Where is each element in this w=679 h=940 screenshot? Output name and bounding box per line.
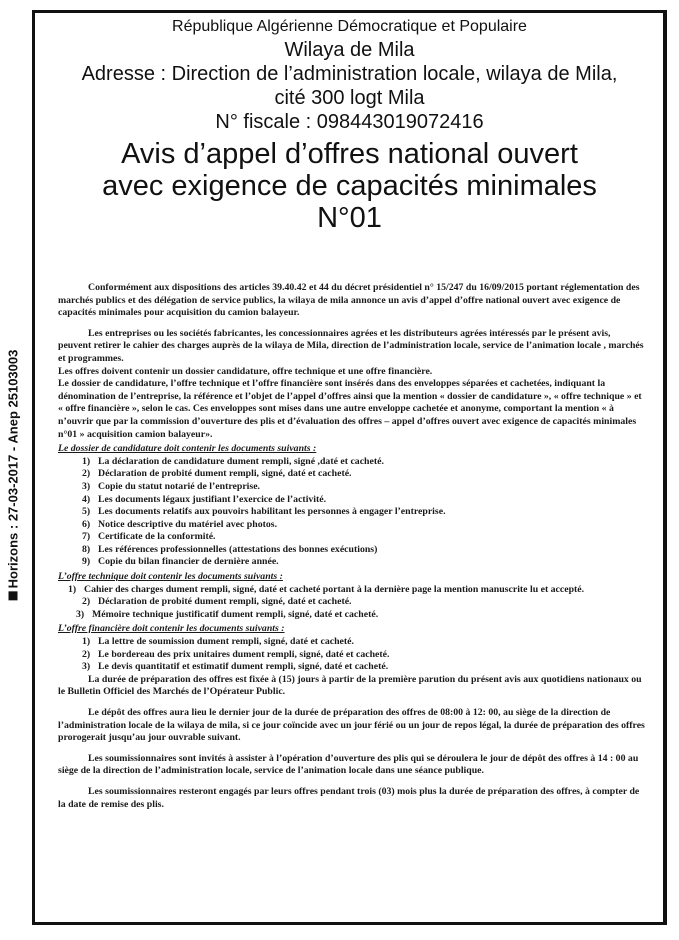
candidature-list	[58, 456, 646, 569]
list-item: 4) Les documents légaux justifiant l’exercice de l’activité.	[82, 493, 327, 505]
list-item: 1) La déclaration de candidature dument rempli, signé ,daté et cacheté.	[82, 455, 384, 467]
closing-paragraph-4: Les soumissionnaires resteront engagés par leurs offres pendant trois (03) mois plus la durée de préparation des offres, à compter de la date de remise des plis.	[58, 785, 640, 810]
notice-title	[36, 138, 663, 234]
list-item: 1) La lettre de soumission dument rempli, signé, daté et cacheté.	[82, 636, 354, 648]
address-line-2: cité 300 logt Mila	[274, 87, 425, 109]
financiere-list	[58, 636, 646, 674]
list-item: 3) Le devis quantitatif et estimatif dument rempli, signé, daté et cacheté.	[82, 661, 389, 673]
list-item: 1) Cahier des charges dument rempli, signé, daté et cacheté portant à la dernière page la mention manuscrite lu et accepté.	[68, 583, 585, 595]
square-bullet-icon	[9, 591, 18, 600]
closing-paragraph-2: Le dépôt des offres aura lieu le dernier jour de la durée de préparation des offres de 08:00 à 12: 00, au siège de la direction de l’administration locale de la wilaya de mila, si ce jour coïncide avec un jour férié ou un jour de repos légal, la durée de préparation des offres prorogerait jusqu’au jour ouvrable suivant.	[58, 707, 645, 744]
list-item: 7) Certificate de la conformité.	[82, 531, 216, 543]
republic-line: République Algérienne Démocratique et Populaire	[172, 18, 527, 35]
intro-paragraph-4: Le dossier de candidature, l’offre technique et l’offre financière sont insérés dans des enveloppes séparées et cachetées, indiquant la dénomination de l’entreprise, la référence et l’objet de l’appel d’offres ainsi que la mention « dossier de candidature », « offre technique » et « offre financière », selon le cas. Ces enveloppes sont mises dans une autre enveloppe cachetée et anonyme, comportant la mention « à n’ouvrir que par la commission d’ouverture des plis et d’évaluation des offres – appel d’offres ouvert avec exigence de capacités minimales n°01 » acquisition camion balayeur».	[58, 378, 642, 440]
list-item: 2) Déclaration de probité dument rempli, signé, daté et cacheté.	[82, 596, 352, 608]
list-item: 2) Le bordereau des prix unitaires dument rempli, signé, daté et cacheté.	[82, 648, 390, 660]
list-item: 6) Notice descriptive du matériel avec photos.	[82, 518, 278, 530]
list-item: 9) Copie du bilan financier de dernière année.	[82, 556, 279, 568]
closing-paragraph-1: La durée de préparation des offres est fixée à (15) jours à partir de la première parution du présent avis aux quotidiens nationaux ou le Bulletin Officiel des Marchés de l’Opérateur Public.	[58, 673, 642, 698]
technique-heading: L’offre technique doit contenir les documents suivants :	[58, 571, 283, 583]
list-item: 3) Copie du statut notarié de l’entreprise.	[82, 480, 260, 492]
fiscal-number: N° fiscale : 098443019072416	[215, 111, 484, 133]
technique-list	[58, 584, 646, 622]
title-line-3: N°01	[317, 202, 382, 234]
list-item: 3) Mémoire technique justificatif dument rempli, signé, daté et cacheté.	[76, 608, 379, 620]
address-line-1: Adresse : Direction de l’administration locale, wilaya de Mila,	[81, 63, 618, 85]
side-label-text: Horizons : 27-03-2017 - Anep 25103003	[5, 349, 21, 589]
intro-paragraph-2: Les entreprises ou les sociétés fabricantes, les concessionnaires agrées et les distributeurs agrées intéressés par le présent avis, peuvent retirer le cahier des charges auprès de la wilaya de Mila, direction de l’administration locale, service de l’animation locale , marchés et programmes.	[58, 327, 644, 364]
candidature-heading: Le dossier de candidature doit contenir les documents suivants :	[58, 443, 317, 455]
list-item: 5) Les documents relatifs aux pouvoirs habilitant les personnes à engager l’entreprise.	[82, 506, 446, 518]
intro-paragraph-1: Conformément aux dispositions des articles 39.40.42 et 44 du décret présidentiel n° 15/247 du 16/09/2015 portant réglementation des marchés publics et des délégation de service publics, la wilaya de mila annonce un avis d’appel d’offre national ouvert avec exigence de capacités minimales pour acquisition du camion balayeur.	[58, 282, 640, 319]
notice-header	[36, 18, 663, 234]
wilaya-line: Wilaya de Mila	[284, 39, 415, 61]
list-item: 8) Les références professionnelles (attestations des bonnes exécutions)	[82, 543, 378, 555]
closing-paragraph-3: Les soumissionnaires sont invités à assister à l’opération d’ouverture des plis qui se déroulera le jour de dépôt des offres à 14 : 00 au siège de la direction de l’administration locale, service de l’animation locale dans une séance publique.	[58, 752, 639, 777]
intro-paragraph-3: Les offres doivent contenir un dossier candidature, offre technique et une offre financière.	[58, 365, 433, 377]
financiere-heading: L’offre financière doit contenir les documents suivants :	[58, 623, 285, 635]
notice-body	[58, 282, 646, 811]
title-line-1: Avis d’appel d’offres national ouvert	[121, 138, 578, 170]
title-line-2: avec exigence de capacités minimales	[102, 170, 597, 202]
list-item: 2) Déclaration de probité dument rempli, signé, daté et cacheté.	[82, 468, 352, 480]
publication-side-label	[0, 320, 26, 630]
